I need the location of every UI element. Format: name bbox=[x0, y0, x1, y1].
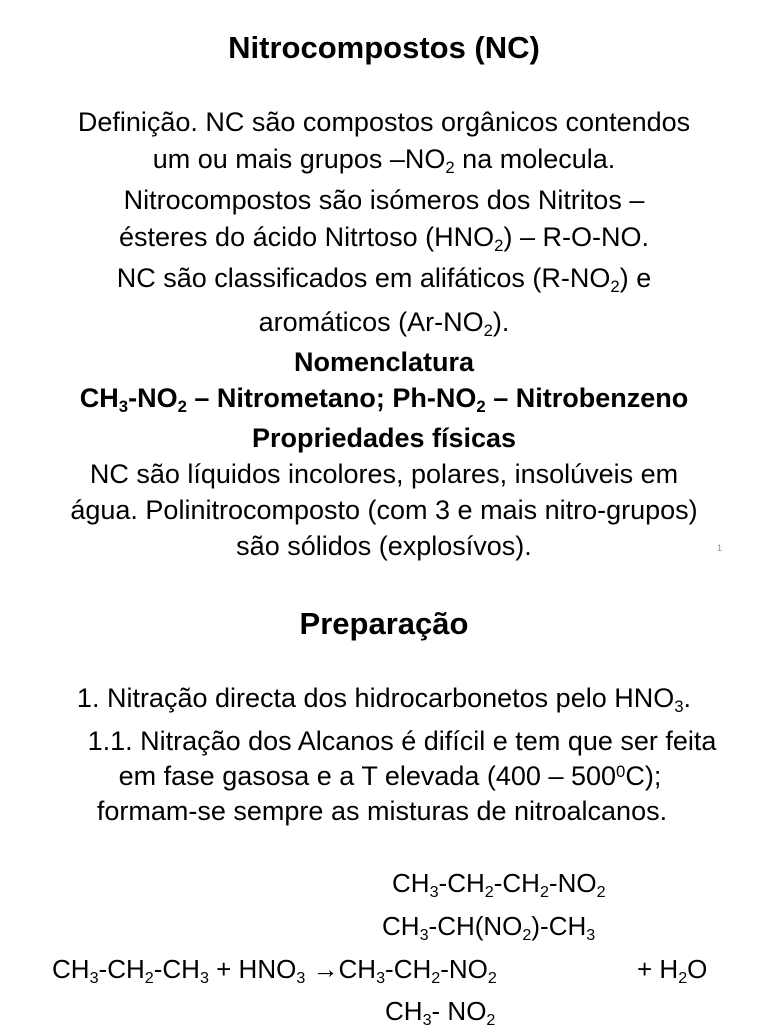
text-run: ) e bbox=[619, 263, 652, 293]
subscript: 2 bbox=[177, 397, 187, 417]
subscript: 2 bbox=[483, 321, 493, 341]
subscript: 3 bbox=[89, 968, 99, 987]
slide-2 bbox=[0, 570, 768, 1029]
subscript: 2 bbox=[610, 277, 620, 297]
slide-title: Preparação bbox=[299, 606, 469, 641]
properties-line-2: água. Polinitrocomposto (com 3 e mais nitro-grupos) bbox=[70, 495, 698, 525]
text-run: -CH bbox=[98, 954, 145, 984]
text-run: + HNO bbox=[208, 954, 297, 984]
text-run: C); bbox=[625, 761, 662, 791]
subscript: 3 bbox=[118, 397, 129, 417]
subscript: 2 bbox=[445, 158, 455, 178]
text-run: -NO bbox=[128, 383, 178, 413]
subscript: 2 bbox=[487, 968, 497, 987]
text-run: + H bbox=[637, 954, 679, 984]
subscript: 2 bbox=[144, 968, 154, 987]
alkanes-line-3: formam-se sempre as misturas de nitroalcanos. bbox=[96, 796, 668, 826]
text-run: NC são classificados em alifáticos (R-NO bbox=[116, 263, 611, 293]
text-run: ésteres do ácido Nitrtoso (HNO bbox=[119, 222, 495, 252]
subscript: 2 bbox=[678, 968, 688, 987]
subscript: 2 bbox=[476, 397, 486, 417]
text-run: -CH bbox=[385, 954, 432, 984]
text-run: aromáticos (Ar-NO bbox=[258, 307, 484, 337]
superscript: 0 bbox=[616, 761, 626, 781]
properties-heading: Propriedades físicas bbox=[251, 423, 517, 453]
classification-line-1 bbox=[0, 262, 768, 297]
subscript: 2 bbox=[522, 925, 532, 944]
subscript: 3 bbox=[419, 925, 429, 944]
text-run: . bbox=[683, 683, 692, 713]
product-1-propyl-nitro bbox=[392, 868, 606, 901]
nomenclature-heading: Nomenclatura bbox=[293, 347, 475, 377]
text-run: em fase gasosa e a T elevada (400 – 500 bbox=[118, 761, 617, 791]
subscript: 2 bbox=[539, 882, 549, 901]
text-run: CH bbox=[385, 996, 423, 1026]
text-run: 1. Nitração directa dos hidrocarbonetos pelo HNO bbox=[76, 683, 675, 713]
text-run: ). bbox=[492, 307, 510, 337]
subscript: 2 bbox=[596, 882, 606, 901]
text-run: - NO bbox=[431, 996, 487, 1026]
text-run: -CH bbox=[153, 954, 200, 984]
classification-line-2 bbox=[0, 306, 768, 341]
subscript: 3 bbox=[296, 968, 306, 987]
text-run: CH bbox=[79, 383, 119, 413]
subscript: 3 bbox=[674, 697, 684, 717]
slide-title: Nitrocompostos (NC) bbox=[228, 30, 540, 65]
subscript: 2 bbox=[486, 1010, 496, 1029]
isomer-line-2 bbox=[0, 221, 768, 256]
text-run: CH bbox=[392, 868, 430, 898]
subscript: 3 bbox=[199, 968, 209, 987]
subscript: 3 bbox=[376, 968, 386, 987]
alkanes-line-2 bbox=[6, 760, 768, 792]
text-run: – Nitrobenzeno bbox=[485, 383, 689, 413]
reaction-byproduct-water bbox=[637, 954, 708, 987]
text-run: – Nitrometano; Ph-NO bbox=[186, 383, 477, 413]
properties-line-1: NC são líquidos incolores, polares, insolúveis em bbox=[89, 459, 679, 489]
section-heading-nitration bbox=[0, 682, 768, 717]
text-run: )-CH bbox=[531, 911, 587, 941]
subscript: 2 bbox=[494, 236, 504, 256]
text-run: ) – R-O-NO. bbox=[503, 222, 649, 252]
product-2-isopropyl-nitro bbox=[382, 911, 596, 944]
text-run: →CH bbox=[305, 954, 377, 984]
text-run: -NO bbox=[548, 868, 597, 898]
subscript: 3 bbox=[422, 1010, 432, 1029]
nomenclature-examples bbox=[0, 382, 768, 417]
subscript: 2 bbox=[431, 968, 441, 987]
text-run: -CH bbox=[493, 868, 540, 898]
properties-line-3: são sólidos (explosívos). bbox=[236, 531, 532, 561]
text-run: -CH(NO bbox=[428, 911, 523, 941]
reaction-equation bbox=[52, 954, 497, 987]
isomer-line-1: Nitrocompostos são isómeros dos Nitritos – bbox=[123, 185, 645, 215]
text-run: -CH bbox=[438, 868, 485, 898]
text-run: O bbox=[687, 954, 708, 984]
subscript: 2 bbox=[484, 882, 494, 901]
definition-line-1: Definição. NC são compostos orgânicos contendos bbox=[77, 107, 691, 137]
page-number: 1 bbox=[716, 543, 722, 553]
text-run: CH bbox=[382, 911, 420, 941]
text-run: -NO bbox=[440, 954, 488, 984]
product-4-nitromethane bbox=[385, 996, 496, 1029]
definition-line-2 bbox=[0, 143, 768, 178]
alkanes-line-1: 1.1. Nitração dos Alcanos é difícil e tem que ser feita bbox=[87, 726, 717, 756]
text-run: na molecula. bbox=[454, 144, 616, 174]
text-run: um ou mais grupos –NO bbox=[152, 144, 446, 174]
subscript: 3 bbox=[586, 925, 596, 944]
subscript: 3 bbox=[429, 882, 439, 901]
text-run: CH bbox=[52, 954, 90, 984]
